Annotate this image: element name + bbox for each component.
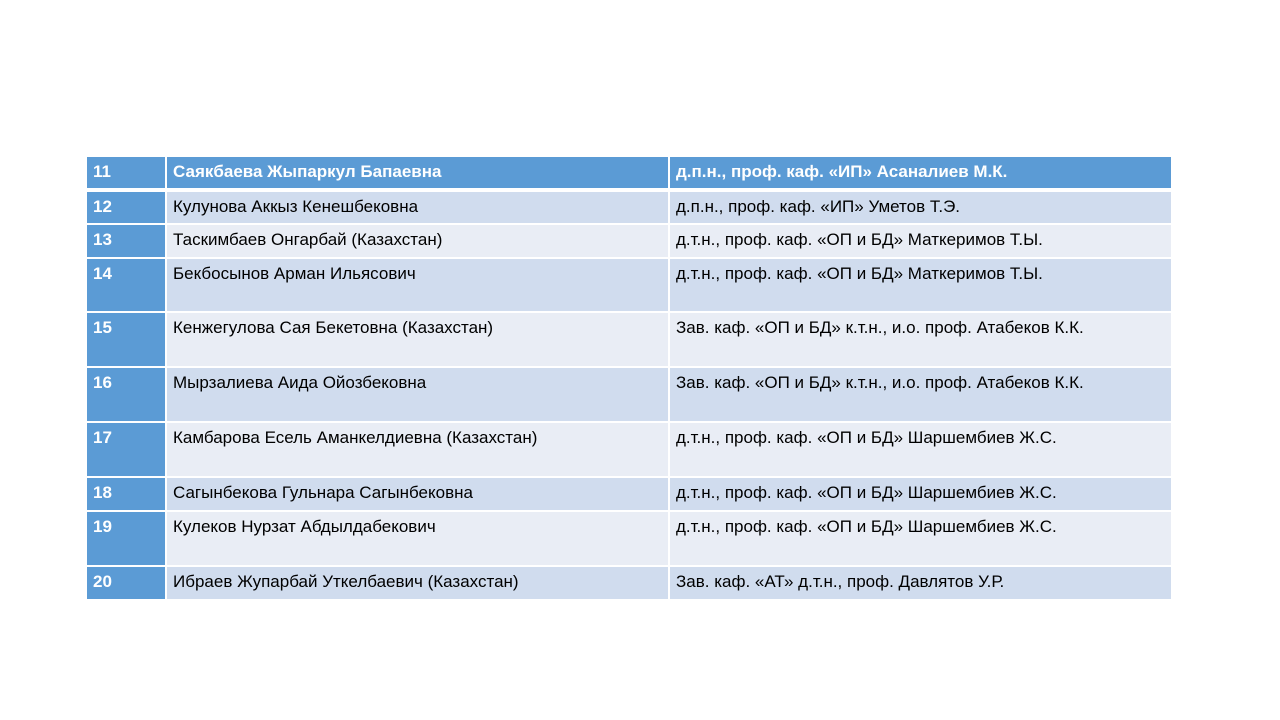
- supervisor: Зав. каф. «АТ» д.т.н., проф. Давлятов У.Р.: [669, 566, 1172, 600]
- row-number: 19: [86, 511, 166, 566]
- student-name: Кулеков Нурзат Абдылдабекович: [166, 511, 669, 566]
- table-row: [86, 258, 1172, 312]
- row-number: 11: [86, 156, 166, 190]
- table-row: [86, 190, 1172, 224]
- row-number: 13: [86, 224, 166, 258]
- row-number: 16: [86, 367, 166, 422]
- supervisor: д.п.н., проф. каф. «ИП» Асаналиев М.К.: [669, 156, 1172, 190]
- student-name: Мырзалиева Аида Ойозбековна: [166, 367, 669, 422]
- supervisor: д.т.н., проф. каф. «ОП и БД» Шаршембиев Ж.С.: [669, 511, 1172, 566]
- supervisor: Зав. каф. «ОП и БД» к.т.н., и.о. проф. Атабеков К.К.: [669, 312, 1172, 367]
- student-name: Кенжегулова Сая Бекетовна (Казахстан): [166, 312, 669, 367]
- supervisor: д.п.н., проф. каф. «ИП» Уметов Т.Э.: [669, 190, 1172, 224]
- supervisor: д.т.н., проф. каф. «ОП и БД» Маткеримов Т.Ы.: [669, 224, 1172, 258]
- student-name: Кулунова Аккыз Кенешбековна: [166, 190, 669, 224]
- supervisor: д.т.н., проф. каф. «ОП и БД» Шаршембиев Ж.С.: [669, 422, 1172, 477]
- table-row: [86, 224, 1172, 258]
- student-name: Сагынбекова Гульнара Сагынбековна: [166, 477, 669, 511]
- table-row: [86, 477, 1172, 511]
- table-row: [86, 511, 1172, 566]
- table-row: [86, 367, 1172, 422]
- table-header-row: [86, 156, 1172, 190]
- row-number: 12: [86, 190, 166, 224]
- row-number: 18: [86, 477, 166, 511]
- student-name: Бекбосынов Арман Ильясович: [166, 258, 669, 312]
- row-number: 14: [86, 258, 166, 312]
- student-name: Ибраев Жупарбай Уткелбаевич (Казахстан): [166, 566, 669, 600]
- table-row: [86, 566, 1172, 600]
- row-number: 17: [86, 422, 166, 477]
- supervisor: д.т.н., проф. каф. «ОП и БД» Шаршембиев Ж.С.: [669, 477, 1172, 511]
- student-name: Камбарова Есель Аманкелдиевна (Казахстан): [166, 422, 669, 477]
- table-row: [86, 422, 1172, 477]
- row-number: 15: [86, 312, 166, 367]
- supervisor: д.т.н., проф. каф. «ОП и БД» Маткеримов Т.Ы.: [669, 258, 1172, 312]
- student-name: Таскимбаев Онгарбай (Казахстан): [166, 224, 669, 258]
- table-row: [86, 312, 1172, 367]
- supervisor: Зав. каф. «ОП и БД» к.т.н., и.о. проф. Атабеков К.К.: [669, 367, 1172, 422]
- students-table: [85, 155, 1173, 601]
- row-number: 20: [86, 566, 166, 600]
- student-name: Саякбаева Жыпаркул Бапаевна: [166, 156, 669, 190]
